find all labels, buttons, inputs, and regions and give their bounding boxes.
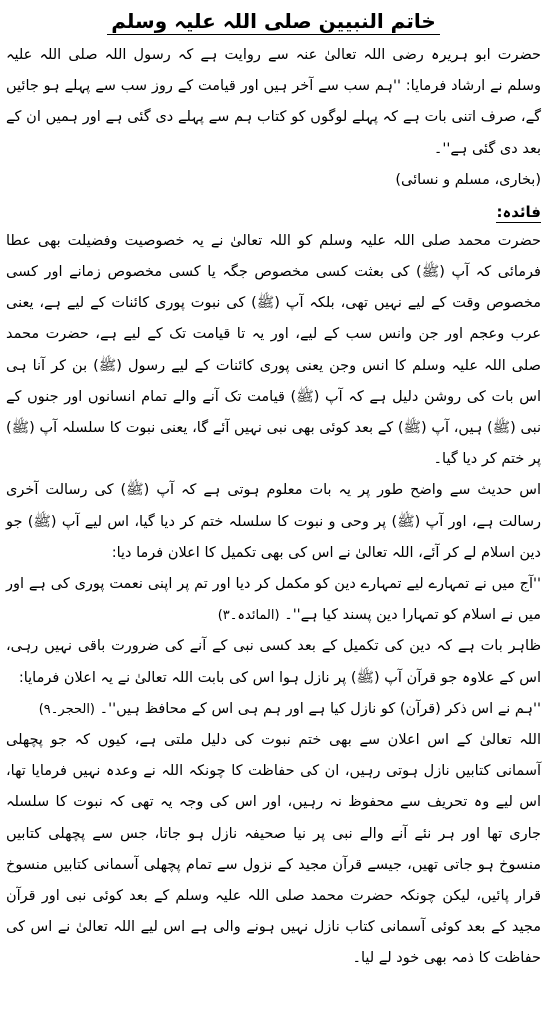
quote-maidah <box>6 569 541 631</box>
hadith-citation: (بخاری، مسلم و نسائی) <box>395 171 541 188</box>
hadith-text: حضرت ابو ہریرہ رضی اللہ تعالیٰ عنہ سے روایت ہے کہ رسول اللہ صلی اللہ علیہ وسلم نے ارشاد فرمایا: ''ہم سب سے آخر ہیں اور قیامت کے روز سب سے پہلے ہو جائیں گے، صرف اتنی بات ہے کہ پہلے لوگوں کو کتاب ہم سے پہلے دی گئی ہے اور ہمیں ان کے بعد دی گئی ہے''۔ <box>6 47 541 157</box>
quote-maidah-ref: (المائدہ۔۳) <box>217 608 280 624</box>
benefit-heading: فائدہ: <box>496 202 541 221</box>
paragraph-quran-revelation: ظاہر بات ہے کہ دین کی تکمیل کے بعد کسی نبی کے آنے کی ضرورت باقی نہیں رہی، اس کے علاوہ جو قرآن آپ (ﷺ) پر نازل ہوا اس کی بابت اللہ تعالیٰ نے یہ اعلان فرمایا: <box>6 638 541 686</box>
quote-hijr-ref: (الحجر۔۹) <box>38 701 95 717</box>
quote-hijr <box>6 694 541 725</box>
quote-hijr-text: ''ہم نے اس ذکر (قرآن) کو نازل کیا ہے اور ہم ہی اس کے محافظ ہیں''۔ <box>99 700 541 717</box>
article <box>6 4 541 1016</box>
paragraph-final-message: اس حدیث سے واضح طور پر یہ بات معلوم ہوتی ہے کہ آپ (ﷺ) کی رسالت آخری رسالت ہے، اور آپ (ﷺ) پر وحی و نبوت کا سلسلہ ختم کر دیا گیا، اس لیے آپ (ﷺ) جو دین اسلام لے کر آئے، اللہ تعالیٰ نے اس کی بھی تکمیل کا اعلان فرما دیا: <box>6 482 541 561</box>
paragraph-quran-preservation: اللہ تعالیٰ کے اس اعلان سے بھی ختم نبوت کی دلیل ملتی ہے، کیوں کہ جو پچھلی آسمانی کتابیں نازل ہوتی رہیں، ان کی حفاظت کا چونکہ اللہ نے وعدہ نہیں فرمایا تھا، اس لیے وہ تحریف سے محفوظ نہ رہیں، اور اس کی وجہ یہ تھی کہ نبوت کا سلسلہ جاری تھا اور ہر نئے آنے والے نبی پر نیا صحیفہ نازل ہو جاتا، جس سے پچھلی کتابیں منسوخ ہو جاتی تھیں، جیسے قرآن مجید کے نزول سے تمام پچھلی آسمانی کتابیں منسوخ قرار پائیں، لیکن چونکہ حضرت محمد صلی اللہ علیہ وسلم کے بعد کوئی نبی اور قرآن مجید کے بعد کوئی آسمانی کتاب نازل نہیں ہونے والی ہے اس لیے اللہ تعالیٰ نے اس کی حفاظت کا ذمہ بھی خود لے لیا۔ <box>6 732 541 967</box>
article-title: خاتم النبیین صلی اللہ علیہ وسلم <box>6 4 541 38</box>
paragraph-universal-prophethood: حضرت محمد صلی اللہ علیہ وسلم کو اللہ تعالیٰ نے یہ خصوصیت وفضیلت بھی عطا فرمائی کہ آپ (ﷺ) کی بعثت کسی مخصوص جگہ یا کسی مخصوص زمانے اور کسی مخصوص وقت کے لیے نہیں تھی، بلکہ آپ (ﷺ) کی نبوت پوری کائنات کے لیے ہے، یعنی عرب وعجم اور جن وانس سب کے لیے، اور یہ تا قیامت تک کے لیے ہے، حضرت محمد صلی اللہ علیہ وسلم کا انس وجن یعنی پوری کائنات کے لیے رسول (ﷺ) بن کر آنا ہی اس بات کی روشن دلیل ہے کہ آپ (ﷺ) قیامت تک آنے والے تمام انسانوں اور جنوں کے نبی (ﷺ) ہیں، آپ (ﷺ) کے بعد کوئی بھی نبی نہیں آئے گا، یعنی نبوت کا سلسلہ آپ (ﷺ) پر ختم کر دیا گیا۔ <box>6 232 541 468</box>
quote-maidah-text: ''آج میں نے تمہارے لیے تمہارے دین کو مکمل کر دیا اور تم پر اپنی نعمت پوری کی ہے اور میں نے اسلام کو تمہارا دین پسند کیا ہے''۔ <box>6 576 541 624</box>
